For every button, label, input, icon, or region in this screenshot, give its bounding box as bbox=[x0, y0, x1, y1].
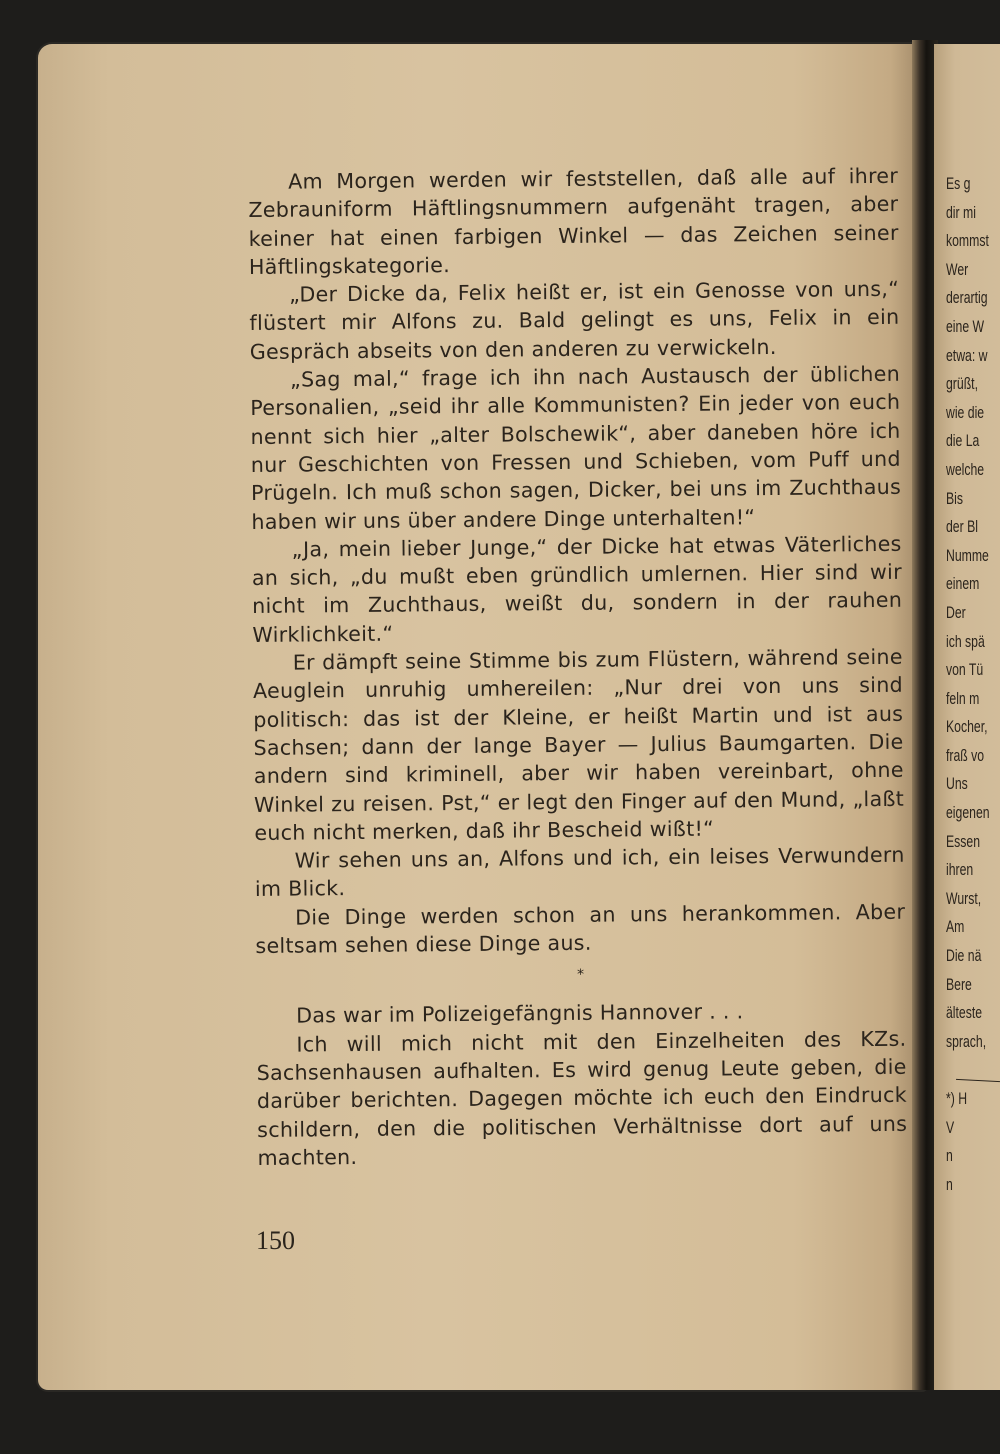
fragment-line: Die nä bbox=[946, 946, 982, 966]
fragment-line: Der bbox=[946, 602, 966, 622]
fragment-line: ich spä bbox=[946, 631, 985, 651]
fragment-line: feln m bbox=[946, 688, 980, 708]
fragment-line: die La bbox=[946, 431, 980, 451]
paragraph: Er dämpft seine Stimme bis zum Flüstern, während seine Aeuglein unruhig umhereilen: „Nur drei von uns sind politisch: das ist der Kleine, er heißt Martin und ist aus Sachsen; dann der lange Bayer — Julius Baumgarten. Die andern sind kriminell, aber wir haben vereinbart, ohne Winkel zu reisen. Pst,“ er legt den Finger auf den Mund, „laßt euch nicht merken, daß ihr Bescheid wißt!“ bbox=[252, 644, 905, 845]
paragraph: „Ja, mein lieber Junge,“ der Dicke hat etwas Väterliches an sich, „du mußt eben gründlich umlernen. Hier sind wir nicht im Zuchthaus, weißt du, sondern in der rauhen Wirklichkeit.“ bbox=[251, 531, 903, 647]
paragraph: Das war im Polizeigefängnis Hannover . . . bbox=[296, 999, 744, 1028]
paragraph: Ich will mich nicht mit den Einzelheiten des KZs. Sachsenhausen aufhalten. Es wird genug Leute geben, die darüber berichten. Dagegen möchte ich euch den Eindruck schildern, den die politischen Verhältnisse dort auf uns machten. bbox=[256, 1026, 908, 1170]
fragment-line: der Bl bbox=[946, 517, 978, 537]
paragraph: „Sag mal,“ frage ich ihn nach Austausch der üblichen Personalien, „seid ihr alle Kommunisten? Ein jeder von euch nennt sich hier „alter Bolschewik“, aber daneben höre ich nur Geschichten von Fressen und Schieben, vom Puff und Prügeln. Ich muß schon sagen, Dicker, bei uns im Zuchthaus haben wir uns über andere Dinge unterhalten!“ bbox=[250, 361, 902, 534]
paragraph: Die Dinge werden schon an uns herankommen. Aber seltsam sehen diese Dinge aus. bbox=[255, 899, 906, 958]
fragment-line: derartig bbox=[946, 288, 988, 308]
body-text bbox=[248, 162, 908, 1172]
fragment-line: älteste bbox=[946, 1003, 983, 1023]
fragment-line: Wer bbox=[946, 259, 969, 279]
page-number: 150 bbox=[256, 1226, 295, 1255]
fragment-line: ihren bbox=[946, 860, 974, 880]
fragment-line: einem bbox=[946, 574, 980, 594]
fragment-line: Wurst, bbox=[946, 888, 982, 908]
fragment-line: etwa: w bbox=[946, 345, 988, 365]
fragment-line: Numme bbox=[946, 545, 989, 565]
fragment-line: kommst bbox=[946, 231, 989, 251]
fragment-line: eigenen bbox=[946, 803, 990, 823]
fragment-line: von Tü bbox=[946, 660, 984, 680]
fragment-line: Bere bbox=[946, 974, 972, 994]
fragment-line: grüßt, bbox=[946, 374, 978, 394]
paragraph: Wir sehen uns an, Alfons und ich, ein leises Verwundern im Blick. bbox=[254, 842, 905, 902]
fragment-line: welche bbox=[946, 459, 985, 479]
fragment-line: sprach, bbox=[946, 1031, 987, 1051]
fragment-line: Am bbox=[946, 917, 965, 937]
fragment-line: n bbox=[946, 1146, 953, 1166]
fragment-line: n bbox=[946, 1174, 953, 1194]
fragment-line: fraß vo bbox=[946, 745, 985, 765]
fragment-line: Es g bbox=[946, 174, 971, 193]
fragment-line: Uns bbox=[946, 774, 968, 794]
fragment-line: V bbox=[946, 1117, 955, 1137]
next-page-text-fragments bbox=[946, 170, 989, 1199]
fragment-line: *) H bbox=[946, 1089, 968, 1108]
fragment-line: wie die bbox=[946, 402, 985, 422]
fragment-line: eine W bbox=[946, 316, 985, 336]
fragment-line: Essen bbox=[946, 831, 981, 851]
fragment-line: Kocher, bbox=[946, 717, 988, 737]
paragraph: „Der Dicke da, Felix heißt er, ist ein Genosse von uns,“ flüstert mir Alfons zu. Bald gelingt es uns, Felix in ein Gespräch abseits von den anderen zu verwickeln. bbox=[249, 276, 900, 364]
fragment-line: Bis bbox=[946, 488, 964, 508]
fragment-line: dir mi bbox=[946, 202, 976, 222]
paragraph: Am Morgen werden wir feststellen, daß alle auf ihrer Zebrauniform Häftlingsnummern aufgenäht tragen, aber keiner hat einen farbigen Winkel — das Zeichen seiner Häftlingskategorie. bbox=[248, 163, 899, 279]
section-separator: * bbox=[577, 967, 585, 984]
